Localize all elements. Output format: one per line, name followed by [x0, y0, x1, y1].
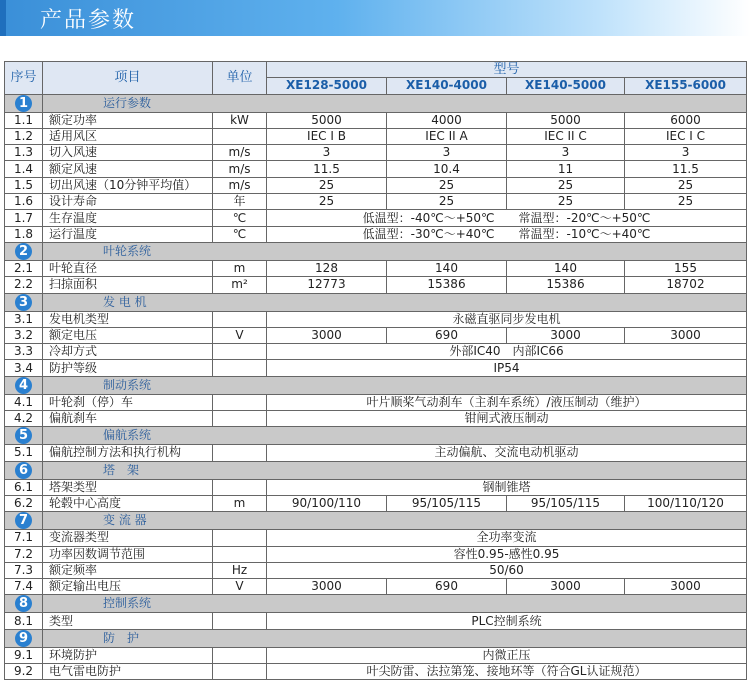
section-number-badge: 2 [15, 243, 32, 260]
row-index: 1.6 [5, 194, 43, 210]
section-title: 制动系统 [43, 376, 747, 394]
row-value: 3000 [625, 327, 747, 343]
row-value-span: 主动偏航、交流电动机驱动 [267, 445, 747, 461]
row-item-label: 适用风区 [43, 128, 213, 144]
page-title: 产品参数 [40, 8, 137, 33]
section-number-cell [5, 376, 43, 394]
section-number-cell [5, 427, 43, 445]
table-row [5, 530, 747, 546]
row-index: 9.1 [5, 647, 43, 663]
section-title: 控制系统 [43, 595, 747, 613]
section-number-cell [5, 293, 43, 311]
section-number-badge: 5 [15, 427, 32, 444]
row-unit: ℃ [213, 226, 267, 242]
row-value-span: 低温型：-30℃～+40℃ 常温型：-10℃～+40℃ [267, 226, 747, 242]
row-value: 25 [507, 177, 625, 193]
row-value: 25 [625, 177, 747, 193]
row-value: 95/105/115 [507, 495, 625, 511]
row-item-label: 额定电压 [43, 327, 213, 343]
row-item-label: 偏航控制方法和执行机构 [43, 445, 213, 461]
row-value: 3000 [267, 327, 387, 343]
row-item-label: 变流器类型 [43, 530, 213, 546]
row-value: 100/110/120 [625, 495, 747, 511]
row-unit: ℃ [213, 210, 267, 226]
spec-table [4, 61, 747, 680]
row-item-label: 额定功率 [43, 112, 213, 128]
row-value: 3000 [267, 579, 387, 595]
section-number-badge: 6 [15, 462, 32, 479]
row-value: 140 [507, 260, 625, 276]
section-number-cell [5, 242, 43, 260]
table-row [5, 277, 747, 293]
row-index: 7.3 [5, 562, 43, 578]
row-index: 3.3 [5, 344, 43, 360]
row-value: IEC II A [387, 128, 507, 144]
row-unit: Hz [213, 562, 267, 578]
row-unit [213, 394, 267, 410]
row-index: 1.4 [5, 161, 43, 177]
row-value-span: 钳闸式液压制动 [267, 411, 747, 427]
row-unit: m/s [213, 145, 267, 161]
row-value-span: 叶尖防雷、法拉第笼、接地环等（符合GL认证规范） [267, 664, 747, 680]
row-value: 690 [387, 327, 507, 343]
row-value-span: IP54 [267, 360, 747, 376]
row-value: 15386 [507, 277, 625, 293]
row-value-span: PLC控制系统 [267, 613, 747, 629]
section-title: 塔 架 [43, 461, 747, 479]
row-value: 25 [267, 194, 387, 210]
row-item-label: 防护等级 [43, 360, 213, 376]
row-unit [213, 530, 267, 546]
header-item: 项目 [43, 62, 213, 95]
table-row [5, 112, 747, 128]
table-row [5, 394, 747, 410]
row-unit: 年 [213, 194, 267, 210]
row-index: 7.2 [5, 546, 43, 562]
row-value: 25 [387, 177, 507, 193]
row-index: 4.1 [5, 394, 43, 410]
row-value: 25 [507, 194, 625, 210]
row-item-label: 轮毂中心高度 [43, 495, 213, 511]
row-index: 1.8 [5, 226, 43, 242]
section-row [5, 242, 747, 260]
row-value: 18702 [625, 277, 747, 293]
row-item-label: 发电机类型 [43, 311, 213, 327]
row-value-span: 内微正压 [267, 647, 747, 663]
table-row [5, 579, 747, 595]
table-row [5, 128, 747, 144]
row-item-label: 运行温度 [43, 226, 213, 242]
row-value-span: 外部IC40 内部IC66 [267, 344, 747, 360]
row-value-span: 容性0.95-感性0.95 [267, 546, 747, 562]
row-value: 5000 [267, 112, 387, 128]
row-index: 7.1 [5, 530, 43, 546]
row-index: 7.4 [5, 579, 43, 595]
row-value: 11.5 [267, 161, 387, 177]
row-value: 90/100/110 [267, 495, 387, 511]
row-item-label: 功率因数调节范围 [43, 546, 213, 562]
header-idx: 序号 [5, 62, 43, 95]
section-row [5, 376, 747, 394]
row-index: 4.2 [5, 411, 43, 427]
row-value: 3000 [625, 579, 747, 595]
row-item-label: 电气雷电防护 [43, 664, 213, 680]
section-row [5, 94, 747, 112]
row-unit: m/s [213, 177, 267, 193]
row-value: 95/105/115 [387, 495, 507, 511]
section-title: 发 电 机 [43, 293, 747, 311]
header-model-group: 型号 [267, 62, 747, 78]
section-number-cell [5, 629, 43, 647]
row-unit: m [213, 495, 267, 511]
section-number-badge: 7 [15, 512, 32, 529]
header-unit: 单位 [213, 62, 267, 95]
row-value: 12773 [267, 277, 387, 293]
section-number-badge: 4 [15, 377, 32, 394]
row-index: 6.2 [5, 495, 43, 511]
row-unit [213, 411, 267, 427]
row-item-label: 额定频率 [43, 562, 213, 578]
row-unit [213, 613, 267, 629]
row-value: 3 [507, 145, 625, 161]
row-unit: m [213, 260, 267, 276]
section-number-cell [5, 94, 43, 112]
row-value-span: 低温型：-40℃～+50℃ 常温型：-20℃～+50℃ [267, 210, 747, 226]
row-unit [213, 311, 267, 327]
row-value: 15386 [387, 277, 507, 293]
table-row [5, 613, 747, 629]
row-item-label: 生存温度 [43, 210, 213, 226]
row-value: 690 [387, 579, 507, 595]
table-row [5, 161, 747, 177]
header-model: XE155-6000 [625, 78, 747, 94]
section-title: 变 流 器 [43, 512, 747, 530]
row-item-label: 类型 [43, 613, 213, 629]
section-title: 偏航系统 [43, 427, 747, 445]
row-index: 1.3 [5, 145, 43, 161]
row-value: 128 [267, 260, 387, 276]
row-index: 9.2 [5, 664, 43, 680]
row-value-span: 全功率变流 [267, 530, 747, 546]
row-value: 4000 [387, 112, 507, 128]
table-row [5, 495, 747, 511]
table-row [5, 177, 747, 193]
row-unit [213, 128, 267, 144]
row-item-label: 偏航刹车 [43, 411, 213, 427]
row-index: 5.1 [5, 445, 43, 461]
row-value: 10.4 [387, 161, 507, 177]
row-value: 25 [267, 177, 387, 193]
row-item-label: 切出风速（10分钟平均值） [43, 177, 213, 193]
table-row [5, 411, 747, 427]
row-index: 3.4 [5, 360, 43, 376]
section-title: 运行参数 [43, 94, 747, 112]
table-row [5, 226, 747, 242]
row-index: 1.2 [5, 128, 43, 144]
row-value: 3000 [507, 327, 625, 343]
section-number-badge: 1 [15, 95, 32, 112]
row-value-span: 钢制锥塔 [267, 479, 747, 495]
row-index: 2.2 [5, 277, 43, 293]
row-value: 6000 [625, 112, 747, 128]
section-title: 叶轮系统 [43, 242, 747, 260]
row-value: 140 [387, 260, 507, 276]
row-item-label: 冷却方式 [43, 344, 213, 360]
table-row [5, 145, 747, 161]
table-row [5, 210, 747, 226]
row-value: IEC II C [507, 128, 625, 144]
row-index: 2.1 [5, 260, 43, 276]
header-model: XE128-5000 [267, 78, 387, 94]
row-item-label: 塔架类型 [43, 479, 213, 495]
row-unit [213, 344, 267, 360]
row-item-label: 额定风速 [43, 161, 213, 177]
section-title: 防 护 [43, 629, 747, 647]
row-value: 155 [625, 260, 747, 276]
section-number-badge: 3 [15, 294, 32, 311]
table-row [5, 445, 747, 461]
section-number-badge: 9 [15, 630, 32, 647]
table-row [5, 664, 747, 680]
section-row [5, 512, 747, 530]
row-unit [213, 445, 267, 461]
row-item-label: 环境防护 [43, 647, 213, 663]
table-row [5, 562, 747, 578]
row-index: 1.7 [5, 210, 43, 226]
section-row [5, 629, 747, 647]
table-row [5, 546, 747, 562]
row-value: IEC I C [625, 128, 747, 144]
row-value: 3 [267, 145, 387, 161]
section-number-badge: 8 [15, 595, 32, 612]
row-item-label: 设计寿命 [43, 194, 213, 210]
row-index: 8.1 [5, 613, 43, 629]
row-value: 11 [507, 161, 625, 177]
section-row [5, 595, 747, 613]
row-value-span: 叶片顺桨气动刹车（主刹车系统）/液压制动（维护） [267, 394, 747, 410]
row-unit: V [213, 579, 267, 595]
row-unit [213, 647, 267, 663]
section-row [5, 461, 747, 479]
row-value: 3 [625, 145, 747, 161]
table-row [5, 194, 747, 210]
table-row [5, 647, 747, 663]
table-row [5, 479, 747, 495]
row-unit: m² [213, 277, 267, 293]
section-number-cell [5, 595, 43, 613]
table-row [5, 260, 747, 276]
row-item-label: 扫掠面积 [43, 277, 213, 293]
row-value-span: 永磁直驱同步发电机 [267, 311, 747, 327]
row-value-span: 50/60 [267, 562, 747, 578]
row-index: 3.2 [5, 327, 43, 343]
section-number-cell [5, 461, 43, 479]
row-value: IEC I B [267, 128, 387, 144]
row-unit [213, 664, 267, 680]
row-value: 25 [625, 194, 747, 210]
row-item-label: 额定输出电压 [43, 579, 213, 595]
header-model: XE140-5000 [507, 78, 625, 94]
row-item-label: 叶轮直径 [43, 260, 213, 276]
table-row [5, 327, 747, 343]
row-index: 3.1 [5, 311, 43, 327]
section-number-cell [5, 512, 43, 530]
row-value: 5000 [507, 112, 625, 128]
row-value: 25 [387, 194, 507, 210]
section-row [5, 427, 747, 445]
row-unit: V [213, 327, 267, 343]
row-unit [213, 546, 267, 562]
row-index: 1.5 [5, 177, 43, 193]
section-row [5, 293, 747, 311]
header-model: XE140-4000 [387, 78, 507, 94]
row-item-label: 叶轮刹（停）车 [43, 394, 213, 410]
row-value: 11.5 [625, 161, 747, 177]
row-index: 1.1 [5, 112, 43, 128]
row-value: 3000 [507, 579, 625, 595]
table-row [5, 360, 747, 376]
row-value: 3 [387, 145, 507, 161]
row-item-label: 切入风速 [43, 145, 213, 161]
row-index: 6.1 [5, 479, 43, 495]
row-unit [213, 360, 267, 376]
banner-stripe [0, 0, 6, 36]
row-unit: m/s [213, 161, 267, 177]
row-unit [213, 479, 267, 495]
table-row [5, 344, 747, 360]
table-row [5, 311, 747, 327]
spec-table-body [5, 94, 747, 680]
row-unit: kW [213, 112, 267, 128]
title-banner [0, 0, 750, 36]
